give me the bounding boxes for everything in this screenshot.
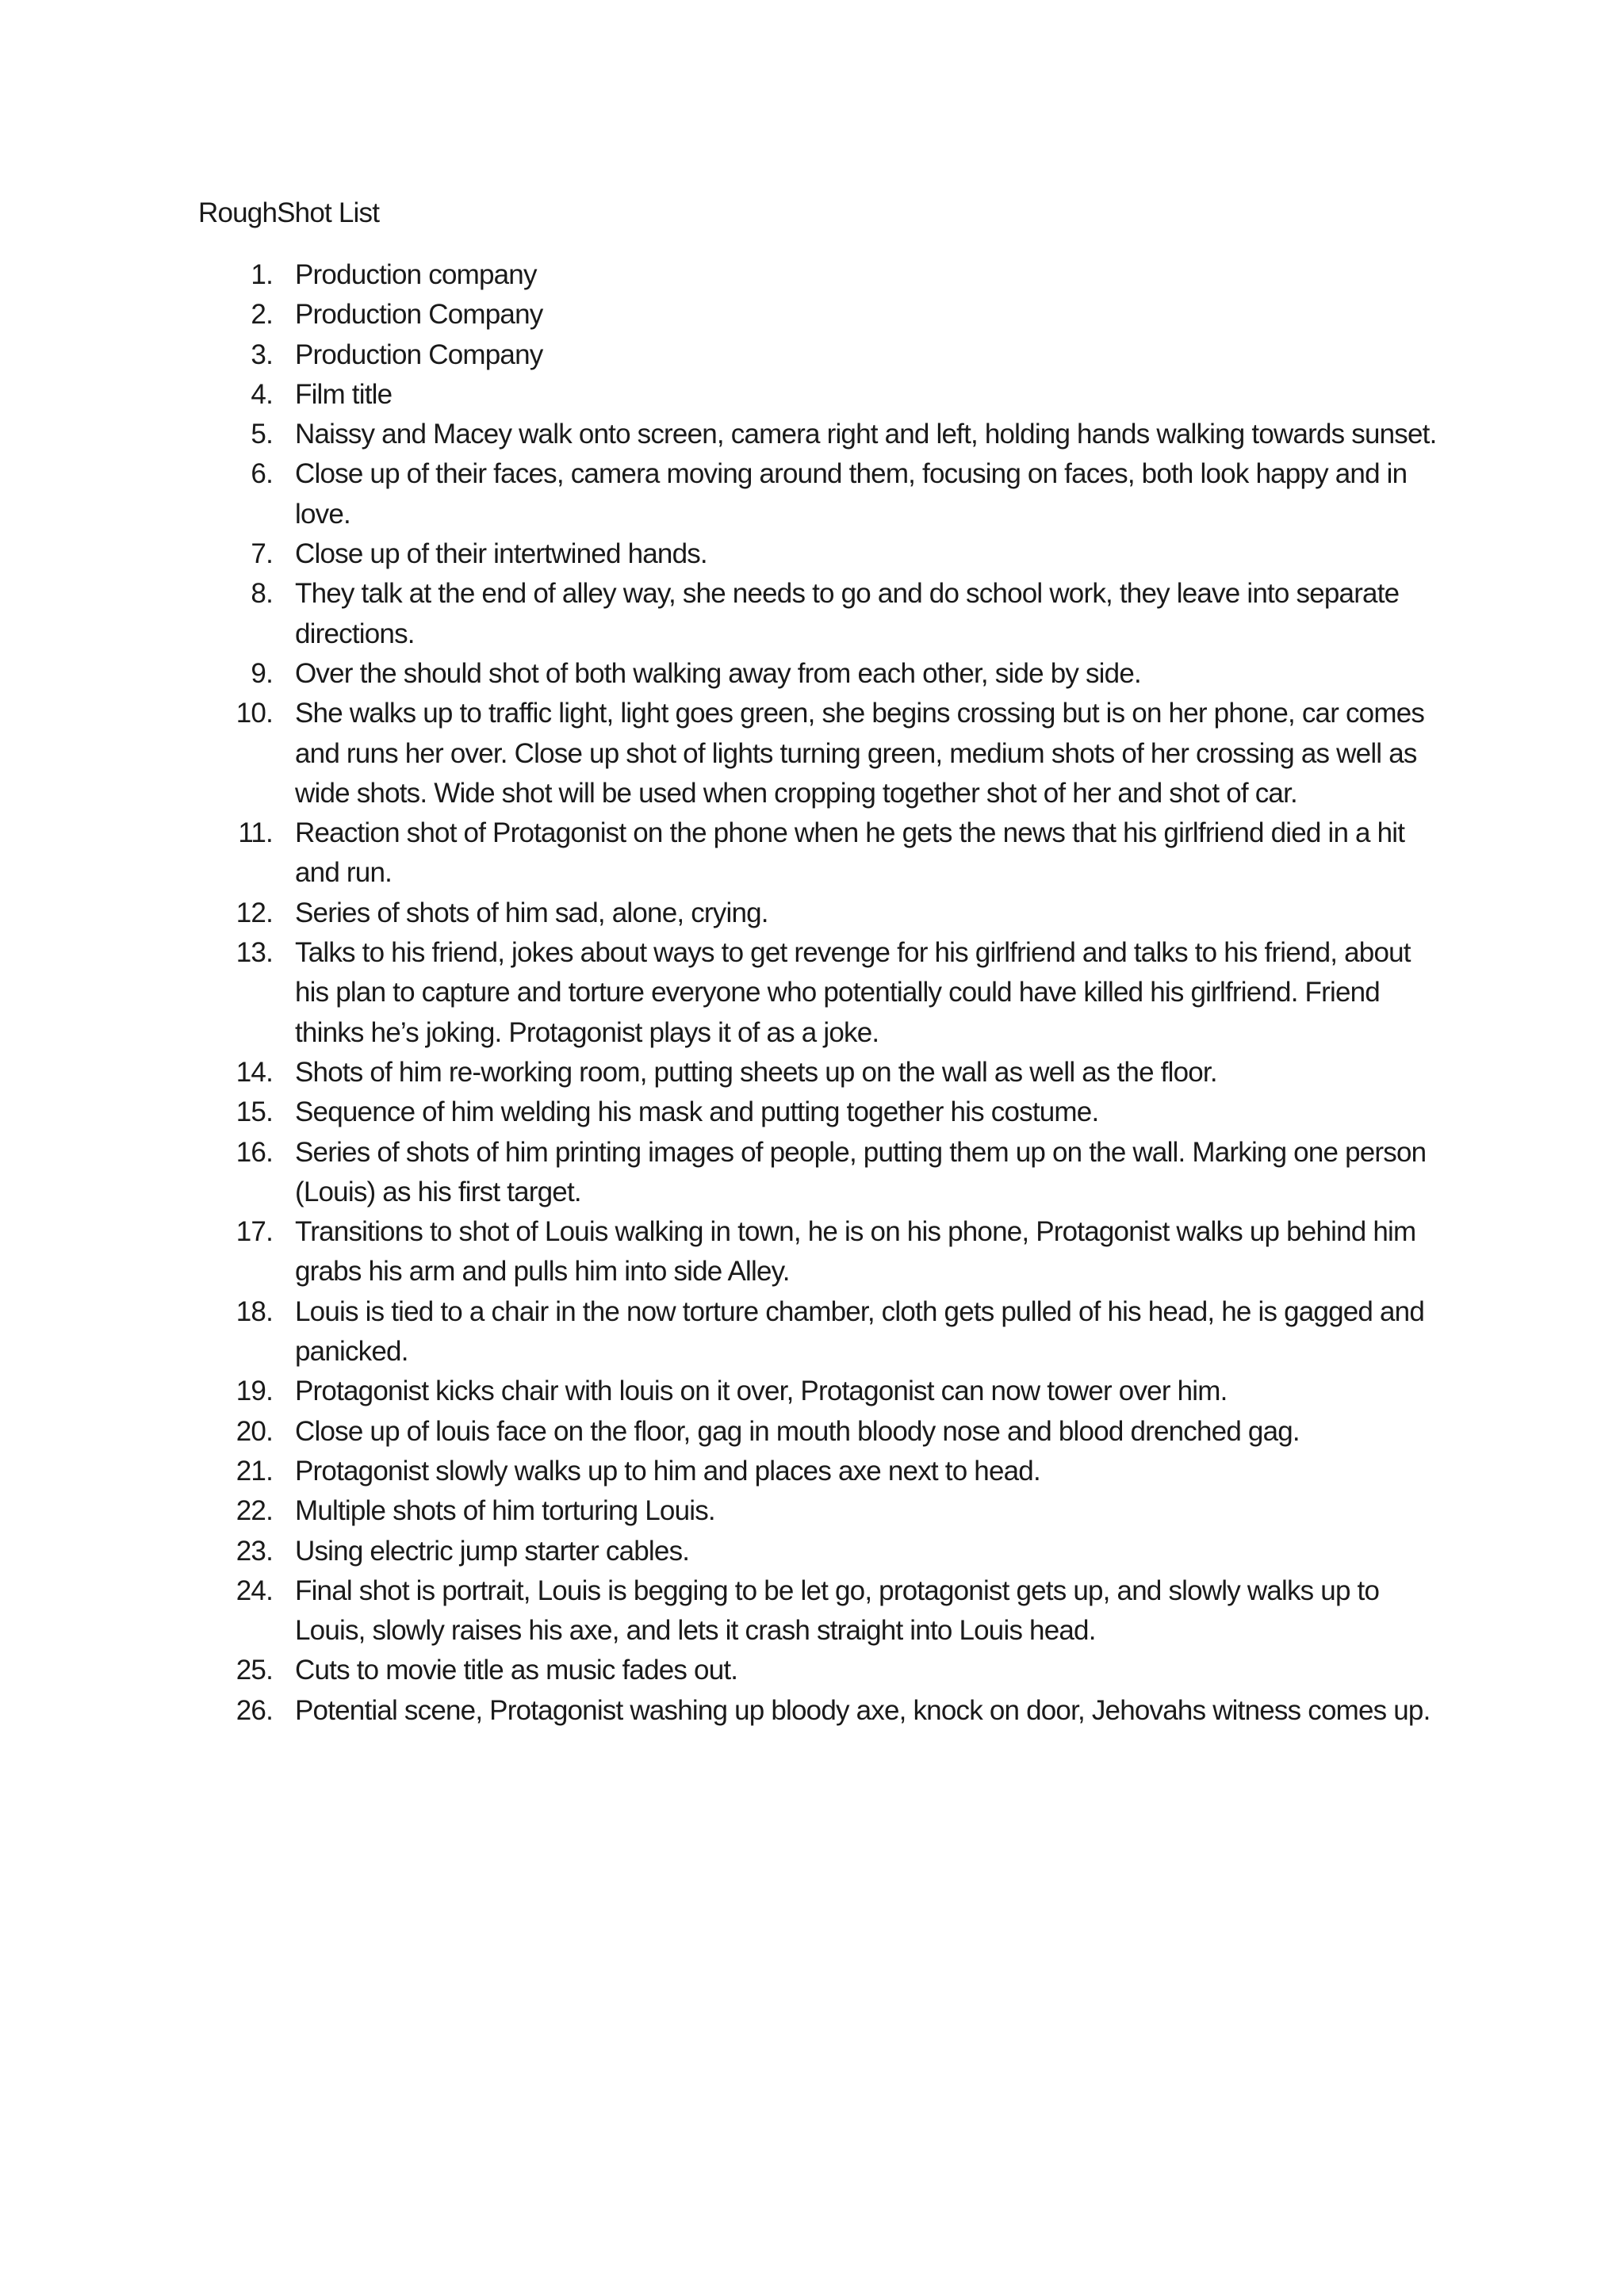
shot-list-item (0, 1133, 1445, 1213)
shot-number: 8. (251, 578, 273, 610)
shot-number: 23. (236, 1535, 273, 1567)
shot-number: 21. (236, 1455, 273, 1487)
shot-description: Close up of their intertwined hands. (295, 538, 707, 570)
shot-description: Series of shots of him sad, alone, crying. (295, 897, 768, 928)
shot-description: Protagonist slowly walks up to him and places axe next to head. (295, 1455, 1040, 1487)
shot-description: Using electric jump starter cables. (295, 1535, 690, 1567)
shot-description: Close up of their faces, camera moving around them, focusing on faces, both look happy and in love. (295, 458, 1408, 530)
shot-list-item (0, 454, 1445, 534)
shot-number: 16. (236, 1136, 273, 1168)
shot-list (0, 255, 1624, 1731)
shot-number: 26. (236, 1694, 273, 1726)
shot-description: Close up of louis face on the floor, gag in mouth bloody nose and blood drenched gag. (295, 1415, 1300, 1447)
shot-list-item (0, 534, 1445, 574)
shot-list-item (0, 933, 1445, 1053)
shot-description: Shots of him re-working room, putting sheets up on the wall as well as the floor. (295, 1056, 1217, 1088)
shot-list-item (0, 1212, 1445, 1292)
shot-description: Series of shots of him printing images of people, putting them up on the wall. Marking one person (Louis) as his first target. (295, 1136, 1427, 1207)
shot-list-item (0, 654, 1445, 694)
shot-list-item (0, 1292, 1445, 1372)
shot-number: 14. (236, 1056, 273, 1088)
shot-list-item (0, 1093, 1445, 1132)
shot-number: 22. (236, 1495, 273, 1527)
shot-list-item (0, 694, 1445, 813)
shot-list-item (0, 375, 1445, 415)
shot-description: Production Company (295, 299, 543, 331)
document-title: RoughShot List (198, 197, 380, 228)
shot-description: Talks to his friend, jokes about ways to get revenge for his girlfriend and talks to his friend, about his plan to capture and torture everyone who potentially could have killed his girlfriend. Friend thinks he’s joking. Protagonist plays it of as a joke. (295, 937, 1411, 1048)
shot-number: 20. (236, 1415, 273, 1447)
shot-number: 10. (236, 698, 273, 729)
shot-number: 1. (251, 259, 273, 290)
shot-number: 19. (236, 1376, 273, 1407)
shot-number: 18. (236, 1295, 273, 1327)
shot-number: 15. (236, 1096, 273, 1128)
shot-description: Production company (295, 259, 537, 290)
shot-list-item (0, 1452, 1445, 1491)
shot-description: Multiple shots of him torturing Louis. (295, 1495, 715, 1527)
shot-list-item (0, 335, 1445, 375)
shot-description: Sequence of him welding his mask and putting together his costume. (295, 1096, 1099, 1128)
shot-number: 11. (238, 817, 273, 849)
shot-number: 13. (236, 937, 273, 969)
shot-list-item (0, 295, 1445, 335)
shot-description: Naissy and Macey walk onto screen, camera right and left, holding hands walking towards sunset. (295, 419, 1437, 450)
shot-number: 2. (251, 299, 273, 331)
shot-list-item (0, 1372, 1445, 1411)
shot-description: Protagonist kicks chair with louis on it over, Protagonist can now tower over him. (295, 1376, 1228, 1407)
shot-list-item (0, 813, 1445, 894)
shot-list-item (0, 894, 1445, 933)
shot-description: Over the should shot of both walking away from each other, side by side. (295, 657, 1141, 689)
shot-list-item (0, 1491, 1445, 1531)
shot-number: 9. (251, 657, 273, 689)
shot-list-item (0, 1053, 1445, 1093)
shot-list-item (0, 1571, 1445, 1651)
shot-number: 25. (236, 1655, 273, 1686)
shot-number: 5. (251, 419, 273, 450)
shot-number: 3. (251, 339, 273, 370)
shot-list-item (0, 1651, 1445, 1690)
shot-description: Transitions to shot of Louis walking in town, he is on his phone, Protagonist walks up behind him grabs his arm and pulls him into side Alley. (295, 1216, 1416, 1288)
shot-list-item (0, 574, 1445, 654)
shot-description: Final shot is portrait, Louis is begging to be let go, protagonist gets up, and slowly walks up to Louis, slowly raises his axe, and lets it crash straight into Louis head. (295, 1575, 1380, 1647)
shot-description: Potential scene, Protagonist washing up bloody axe, knock on door, Jehovahs witness comes up. (295, 1694, 1431, 1726)
shot-list-item (0, 415, 1445, 454)
shot-description: She walks up to traffic light, light goes green, she begins crossing but is on her phone, car comes and runs her over. Close up shot of lights turning green, medium shots of her crossing as well as wide shots. Wide shot will be used when cropping together shot of her and shot of car. (295, 698, 1425, 809)
shot-description: Cuts to movie title as music fades out. (295, 1655, 738, 1686)
shot-list-item (0, 255, 1445, 295)
shot-list-item (0, 1412, 1445, 1452)
shot-description: Louis is tied to a chair in the now torture chamber, cloth gets pulled of his head, he is gagged and panicked. (295, 1295, 1425, 1368)
shot-number: 17. (236, 1216, 273, 1248)
shot-number: 4. (251, 378, 273, 410)
shot-number: 24. (236, 1575, 273, 1606)
shot-description: Production Company (295, 339, 543, 370)
shot-list-item (0, 1691, 1445, 1731)
shot-list-item (0, 1532, 1445, 1571)
shot-number: 7. (251, 538, 273, 570)
shot-description: Film title (295, 378, 393, 410)
shot-description: They talk at the end of alley way, she needs to go and do school work, they leave into separate directions. (295, 578, 1400, 649)
shot-number: 6. (251, 458, 273, 490)
shot-description: Reaction shot of Protagonist on the phone when he gets the news that his girlfriend died in a hit and run. (295, 817, 1405, 889)
shot-number: 12. (236, 897, 273, 928)
